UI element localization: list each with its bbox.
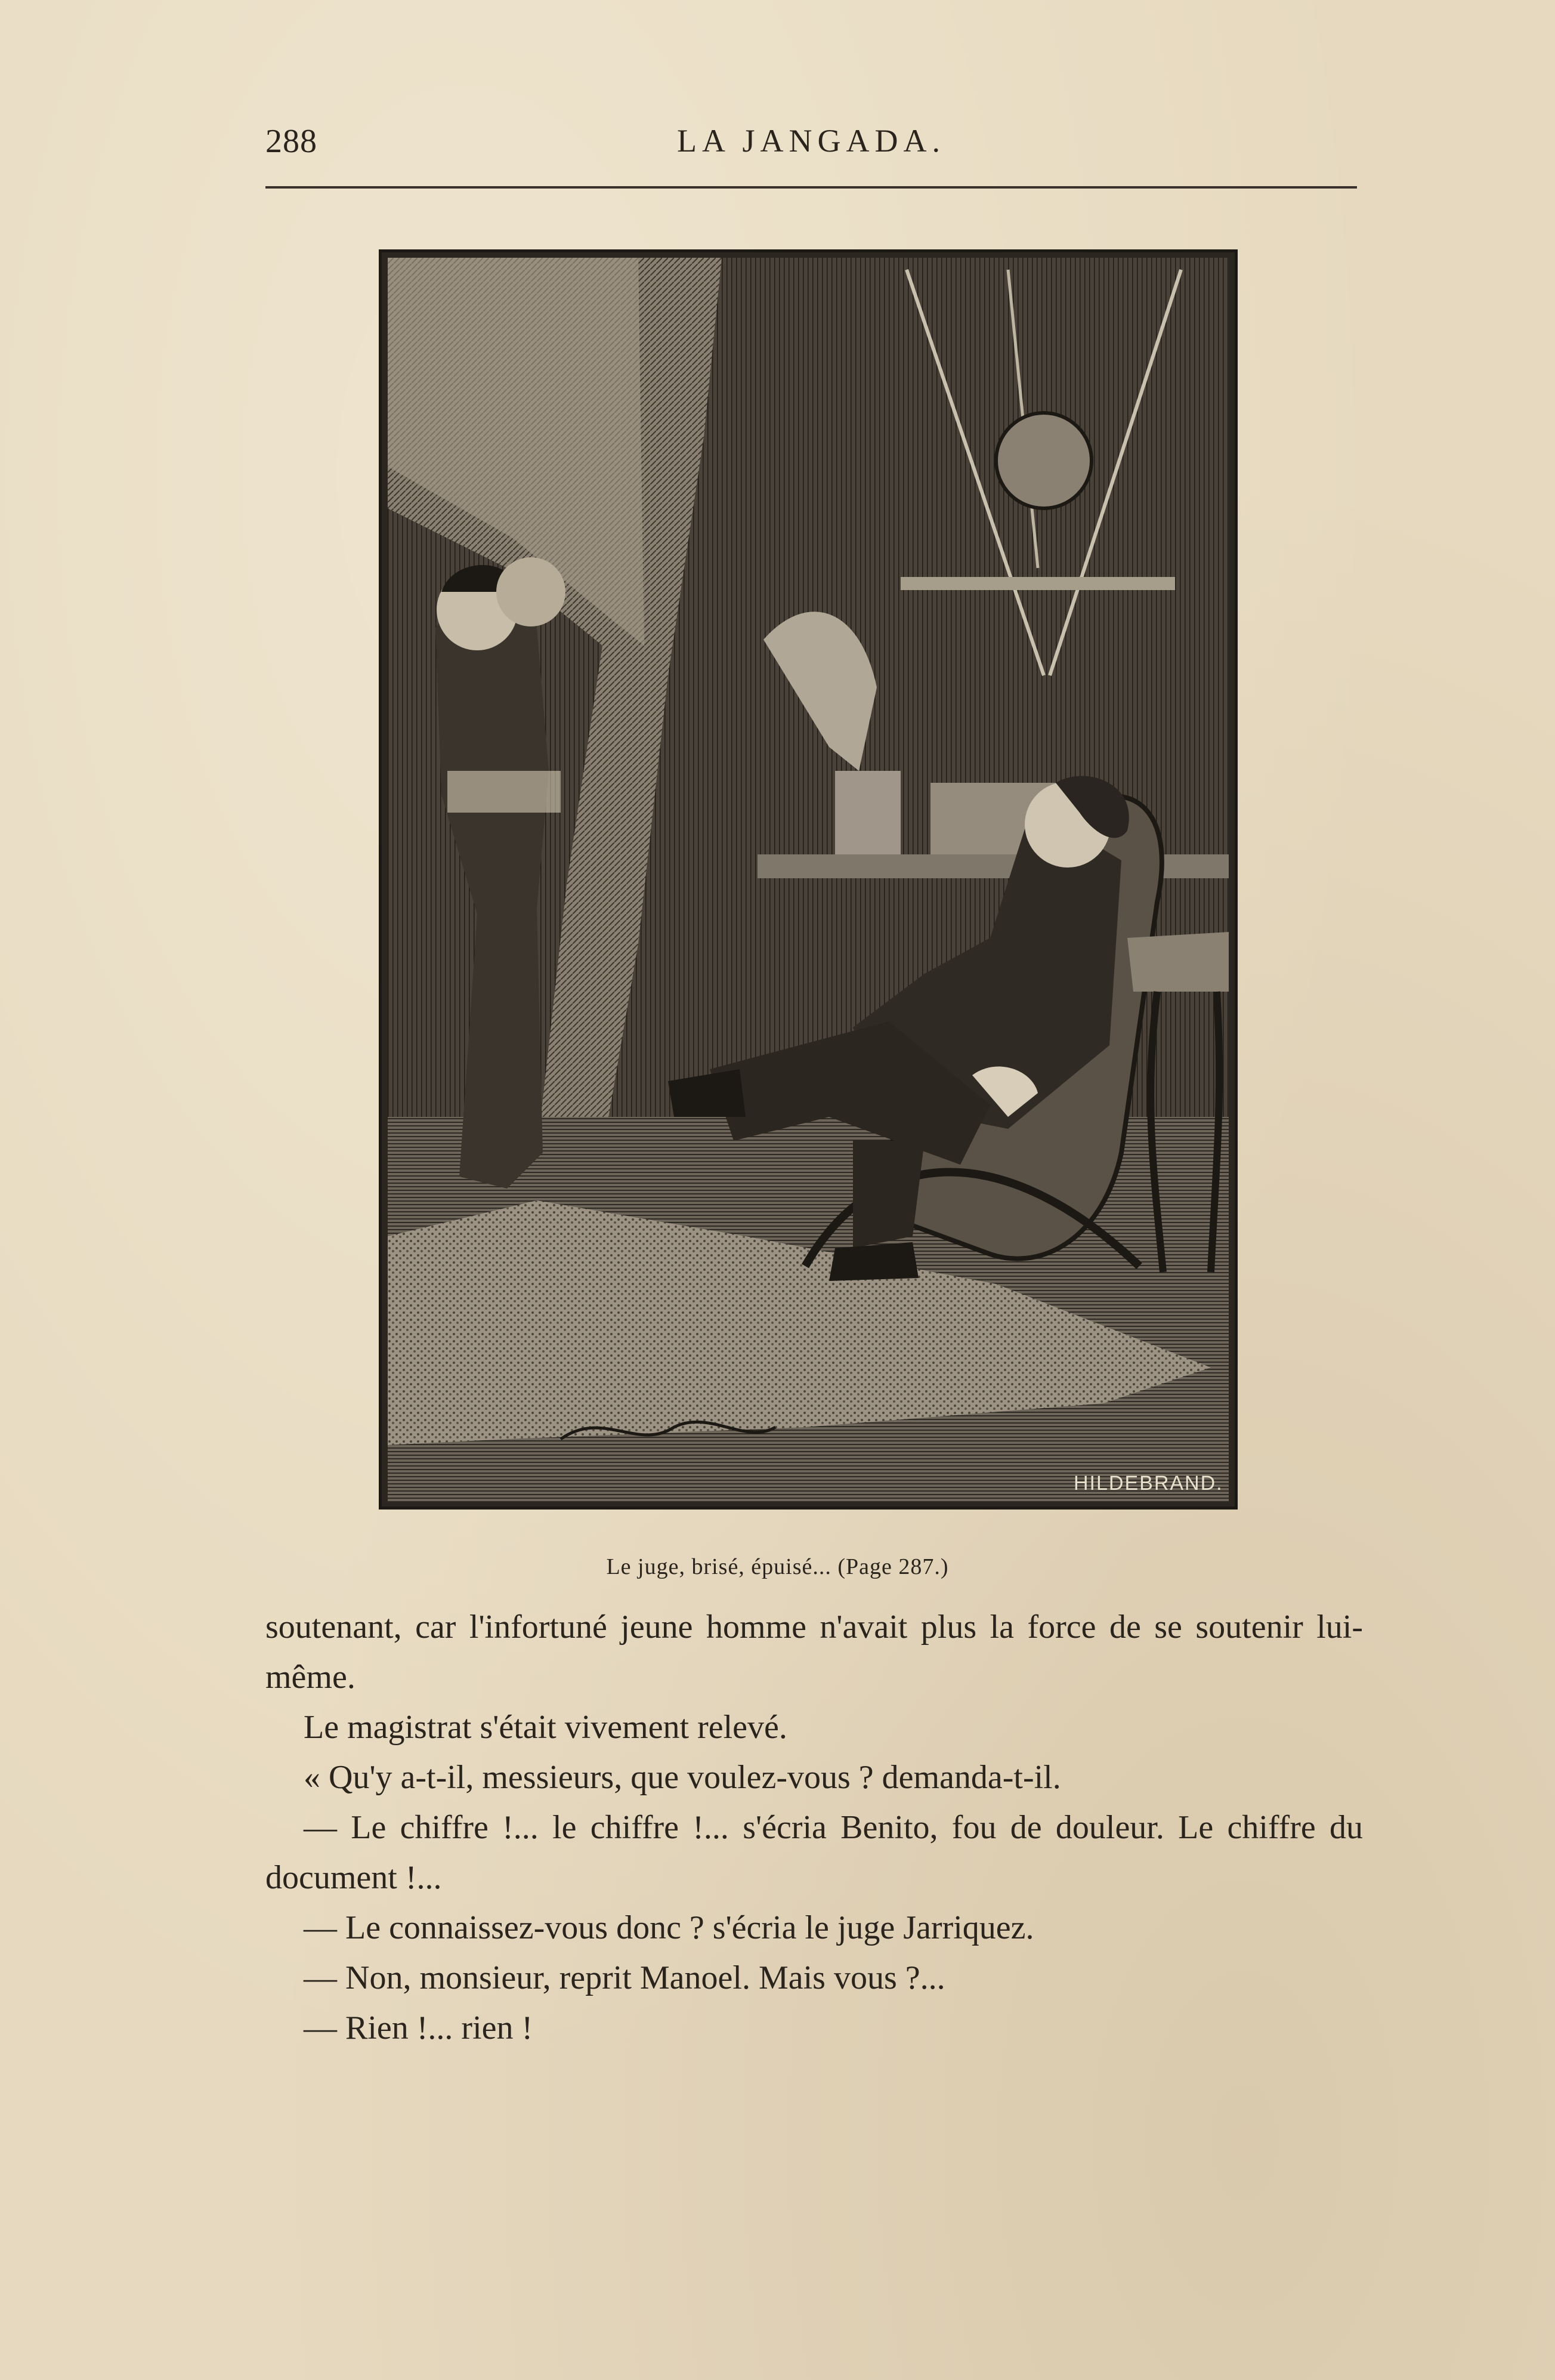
paragraph: — Le connaissez-vous donc ? s'écria le juge Jarriquez. [304, 1909, 1034, 1946]
paragraph: — Rien !... rien ! [304, 2009, 533, 2046]
page-number: 288 [265, 123, 317, 160]
paragraph: soutenant, car l'infortuné jeune homme n'avait plus la force de se soutenir lui-même. [265, 1609, 1363, 1696]
illustration-caption: Le juge, brisé, épuisé... (Page 287.) [606, 1554, 949, 1579]
engraving-illustration [388, 258, 1229, 1502]
paragraph: « Qu'y a-t-il, messieurs, que voulez-vous ? demanda-t-il. [304, 1759, 1061, 1796]
artist-signature: HILDEBRAND. [1074, 1472, 1223, 1495]
running-title: LA JANGADA. [677, 123, 945, 159]
page-header [265, 122, 1357, 164]
paragraph: — Non, monsieur, reprit Manoel. Mais vous ?... [304, 1959, 945, 1996]
paragraph: — Le chiffre !... le chiffre !... s'écria Benito, fou de douleur. Le chiffre du document !... [265, 1809, 1363, 1896]
header-rule [265, 186, 1357, 189]
body-text [265, 1602, 1363, 2053]
paragraph: Le magistrat s'était vivement relevé. [304, 1709, 787, 1746]
